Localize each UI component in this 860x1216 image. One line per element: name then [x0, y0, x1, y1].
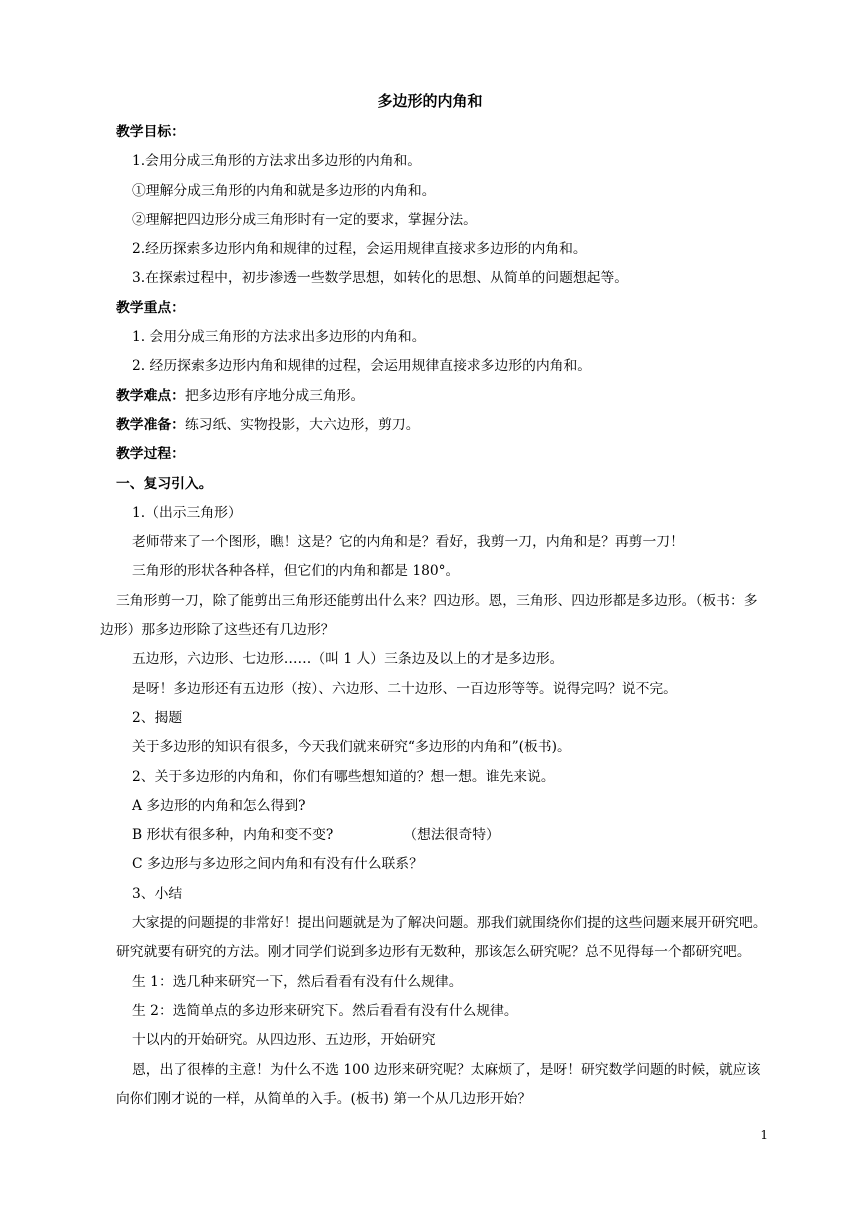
teacher-comment: （想法很奇特） [403, 827, 500, 844]
text-line: A 多边形的内角和怎么得到? [132, 797, 306, 814]
paragraph: 三角形剪一刀，除了能剪出三角形还能剪出什么来？四边形。恩，三角形、四边形都是多边形。（板书：多边形）那多边形除了这些还有几边形？ [100, 592, 758, 639]
preparation-line [116, 411, 770, 440]
text-line: 五边形，六边形、七边形……（叫 1 人）三条边及以上的才是多边形。 [132, 651, 564, 668]
objective-item: 3.在探索过程中，初步渗透一些数学思想，如转化的思想、从简单的问题想起等。 [132, 270, 629, 287]
text-line: 老师带来了一个图形，瞧！这是？它的内角和是？看好，我剪一刀，内角和是？再剪一刀！ [132, 534, 684, 551]
page-number: 1 [760, 1128, 768, 1142]
objectives-heading: 教学目标： [116, 124, 185, 140]
text-line: 关于多边形的知识有很多，今天我们就来研究“多边形的内角和”(板书)。 [132, 739, 571, 756]
text-line: 1.（出示三角形） [132, 504, 242, 521]
preparation-text: 练习纸、实物投影，大六边形，剪刀。 [184, 416, 420, 433]
objective-item: ②理解把四边形分成三角形时有一定的要求，掌握分法。 [132, 211, 477, 228]
difficulty-line [116, 382, 770, 411]
section-heading: 一、复习引入。 [116, 475, 213, 492]
text-line: 3、小结 [132, 885, 183, 902]
paragraph: 恩，出了很棒的主意！为什么不选 100 边形来研究呢？太麻烦了，是呀！研究数学问题的时候，就应该向你们刚才说的一样，从简单的入手。(板书) 第一个从几边形开始？ [116, 1061, 761, 1107]
objective-item: ①理解分成三角形的内角和就是多边形的内角和。 [132, 182, 436, 199]
keypoint-item: 2. 经历探索多边形内角和规律的过程，会运用规律直接求多边形的内角和。 [132, 358, 592, 375]
objective-item: 1.会用分成三角形的方法求出多边形的内角和。 [132, 153, 422, 170]
text-line: 2、关于多边形的内角和，你们有哪些想知道的？想一想。谁先来说。 [132, 768, 555, 785]
text-line: 是呀！多边形还有五边形（按）、六边形、二十边形、一百边形等等。说得完吗？说不完。 [132, 680, 677, 697]
document-title: 多边形的内角和 [377, 92, 483, 110]
preparation-label: 教学准备： [116, 416, 185, 433]
difficulty-label: 教学难点： [116, 387, 185, 404]
text-line: 生 1：选几种来研究一下，然后看看有没有什么规律。 [132, 973, 463, 990]
document-body [100, 118, 770, 1114]
difficulty-text: 把多边形有序地分成三角形。 [184, 387, 365, 404]
keypoints-heading: 教学重点： [116, 299, 185, 316]
text-line: 2、揭题 [132, 709, 183, 726]
keypoint-item: 1. 会用分成三角形的方法求出多边形的内角和。 [132, 329, 426, 346]
text-line: 十以内的开始研究。从四边形、五边形，开始研究 [132, 1032, 436, 1049]
text-line: C 多边形与多边形之间内角和有没有什么联系？ [132, 856, 423, 873]
text-line [116, 821, 770, 850]
paragraph: 大家提的问题提的非常好！提出问题就是为了解决问题。那我们就围绕你们提的这些问题来展开研究吧。研究就要有研究的方法。刚才同学们说到多边形有无数种，那该怎么研究呢？总不见得每一个都研究吧。 [116, 915, 767, 961]
text-line: 三角形的形状各种各样，但它们的内角和都是 180°。 [132, 563, 460, 580]
objective-item: 2.经历探索多边形内角和规律的过程，会运用规律直接求多边形的内角和。 [132, 241, 587, 258]
process-heading: 教学过程： [116, 446, 185, 463]
question-text: B 形状有很多种，内角和变不变? [132, 827, 334, 844]
text-line: 生 2：选简单点的多边形来研究下。然后看看有没有什么规律。 [132, 1002, 518, 1019]
